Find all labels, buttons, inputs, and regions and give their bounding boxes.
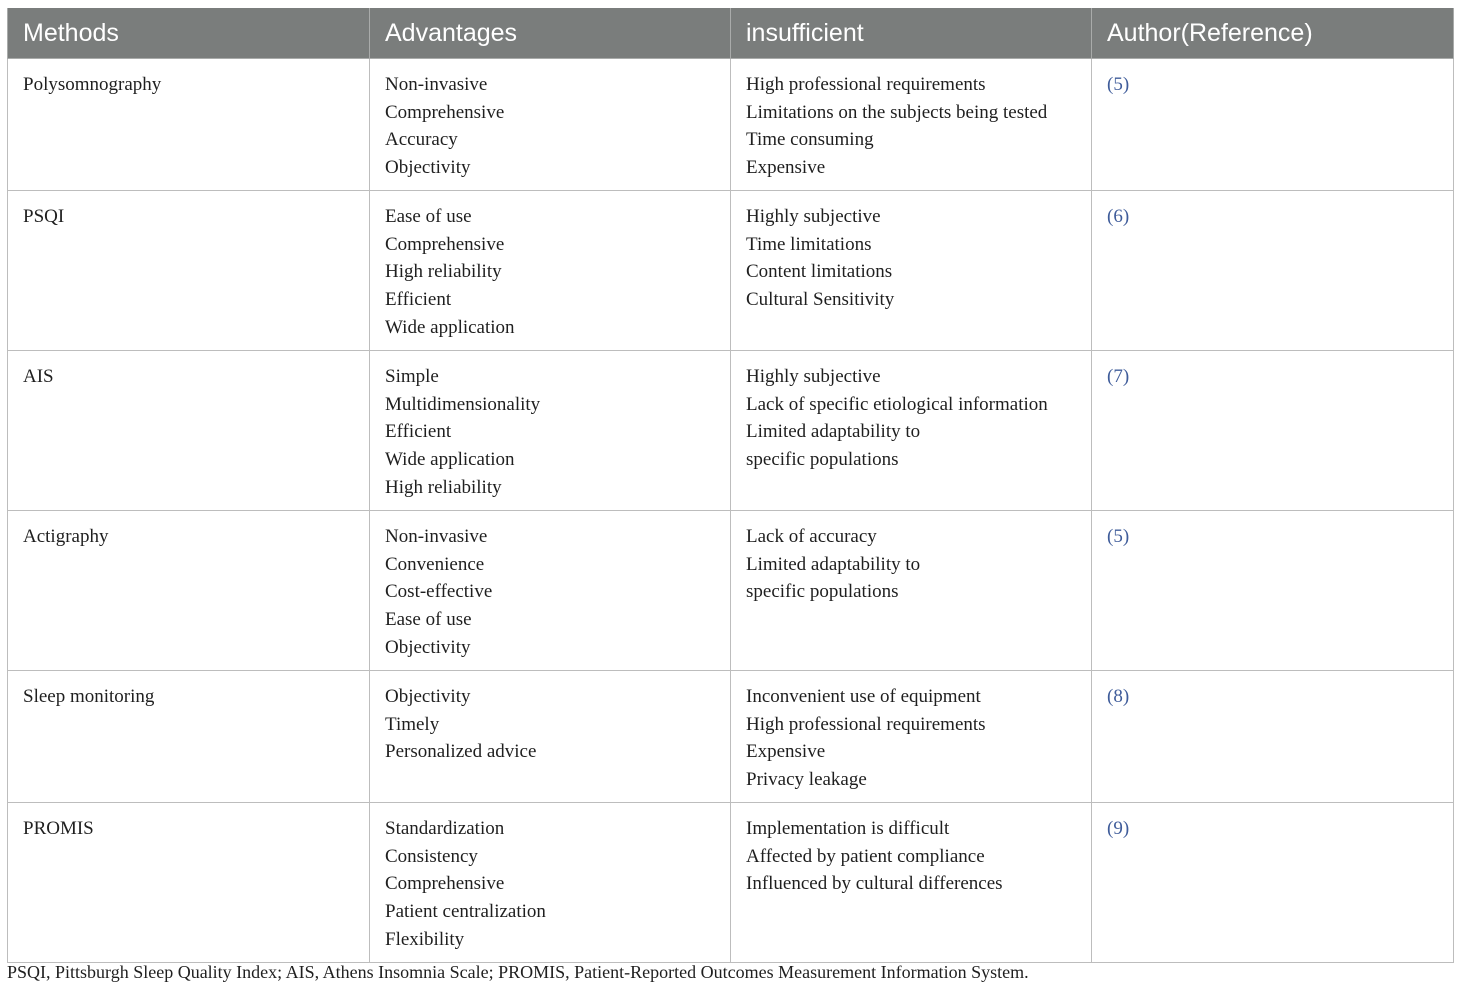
advantage-item: Comprehensive: [385, 233, 505, 255]
advantage-item: High reliability: [385, 476, 502, 498]
advantage-item: Objectivity: [385, 686, 471, 707]
header-advantages: Advantages: [370, 8, 731, 59]
advantages-cell: [370, 59, 731, 191]
method-name: Sleep monitoring: [23, 686, 155, 707]
table-header-row: [8, 8, 1454, 59]
advantage-item: Ease of use: [385, 609, 472, 631]
reference-cell: [1092, 511, 1454, 671]
methods-comparison-table: [7, 8, 1454, 963]
advantage-item: Ease of use: [385, 206, 472, 227]
advantages-cell: [370, 803, 731, 963]
table-row: [8, 803, 1454, 963]
advantage-item: Personalized advice: [385, 741, 537, 763]
advantage-item: Patient centralization: [385, 901, 546, 923]
insufficient-item: Affected by patient compliance: [746, 845, 985, 867]
advantage-item: Cost-effective: [385, 581, 493, 603]
insufficient-cell: [731, 191, 1092, 351]
reference-cell: [1092, 59, 1454, 191]
insufficient-item: Limitations on the subjects being tested: [746, 101, 1048, 123]
insufficient-item: High professional requirements: [746, 713, 986, 735]
method-name: Actigraphy: [23, 526, 109, 547]
insufficient-item: Inconvenient use of equipment: [746, 686, 981, 707]
advantage-item: Comprehensive: [385, 101, 505, 123]
reference-link[interactable]: (7): [1107, 366, 1130, 387]
insufficient-cell: [731, 511, 1092, 671]
advantage-item: High reliability: [385, 261, 502, 283]
advantage-item: Objectivity: [385, 157, 471, 179]
insufficient-item: Highly subjective: [746, 206, 881, 227]
insufficient-item: Limited adaptability to: [746, 553, 921, 575]
method-cell: [8, 803, 370, 963]
method-name: Polysomnography: [23, 74, 162, 95]
advantage-item: Standardization: [385, 818, 505, 839]
advantage-item: Simple: [385, 366, 439, 387]
advantage-item: Efficient: [385, 289, 452, 311]
table-row: [8, 671, 1454, 803]
table-row: [8, 59, 1454, 191]
advantage-item: Objectivity: [385, 636, 471, 658]
reference-link[interactable]: (6): [1107, 206, 1130, 227]
table-row: [8, 511, 1454, 671]
comparison-table-container: [7, 8, 1453, 963]
advantages-cell: [370, 511, 731, 671]
advantage-item: Non-invasive: [385, 526, 488, 547]
insufficient-item: Lack of accuracy: [746, 526, 877, 547]
reference-cell: [1092, 803, 1454, 963]
insufficient-item: Content limitations: [746, 261, 893, 283]
table-row: [8, 351, 1454, 511]
advantage-item: Timely: [385, 713, 440, 735]
insufficient-item: Limited adaptability to: [746, 421, 921, 443]
method-name: PSQI: [23, 206, 65, 227]
insufficient-item: Implementation is difficult: [746, 818, 950, 839]
reference-link[interactable]: (5): [1107, 74, 1130, 95]
method-cell: [8, 351, 370, 511]
reference-cell: [1092, 671, 1454, 803]
advantage-item: Comprehensive: [385, 873, 505, 895]
method-cell: [8, 191, 370, 351]
insufficient-cell: [731, 59, 1092, 191]
method-name: PROMIS: [23, 818, 94, 839]
advantages-cell: [370, 671, 731, 803]
advantages-cell: [370, 191, 731, 351]
insufficient-cell: [731, 803, 1092, 963]
advantage-item: Wide application: [385, 449, 515, 471]
header-methods: Methods: [8, 8, 370, 59]
advantage-item: Accuracy: [385, 129, 458, 151]
advantage-item: Non-invasive: [385, 74, 488, 95]
insufficient-cell: [731, 671, 1092, 803]
header-insufficient: insufficient: [731, 8, 1092, 59]
reference-link[interactable]: (5): [1107, 526, 1130, 547]
insufficient-item: Influenced by cultural differences: [746, 873, 1003, 895]
method-name: AIS: [23, 366, 54, 387]
table-footnote: PSQI, Pittsburgh Sleep Quality Index; AIS, Athens Insomnia Scale; PROMIS, Patient-Reported Outcomes Measurement Information System.: [7, 962, 1029, 982]
insufficient-item: specific populations: [746, 449, 899, 471]
reference-cell: [1092, 191, 1454, 351]
method-cell: [8, 671, 370, 803]
insufficient-item: Lack of specific etiological information: [746, 393, 1048, 415]
reference-cell: [1092, 351, 1454, 511]
insufficient-item: specific populations: [746, 581, 899, 603]
advantage-item: Wide application: [385, 316, 515, 338]
advantage-item: Multidimensionality: [385, 393, 541, 415]
method-cell: [8, 59, 370, 191]
insufficient-item: Highly subjective: [746, 366, 881, 387]
advantage-item: Efficient: [385, 421, 452, 443]
advantage-item: Flexibility: [385, 928, 465, 950]
insufficient-item: Time consuming: [746, 129, 874, 151]
reference-link[interactable]: (9): [1107, 818, 1130, 839]
insufficient-item: Expensive: [746, 741, 826, 763]
method-cell: [8, 511, 370, 671]
insufficient-item: High professional requirements: [746, 74, 986, 95]
advantage-item: Consistency: [385, 845, 478, 867]
reference-link[interactable]: (8): [1107, 686, 1130, 707]
insufficient-item: Expensive: [746, 157, 826, 179]
insufficient-item: Cultural Sensitivity: [746, 289, 895, 311]
table-row: [8, 191, 1454, 351]
insufficient-item: Time limitations: [746, 233, 872, 255]
advantage-item: Convenience: [385, 553, 485, 575]
insufficient-item: Privacy leakage: [746, 769, 867, 791]
advantages-cell: [370, 351, 731, 511]
header-reference: Author(Reference): [1092, 8, 1454, 59]
insufficient-cell: [731, 351, 1092, 511]
